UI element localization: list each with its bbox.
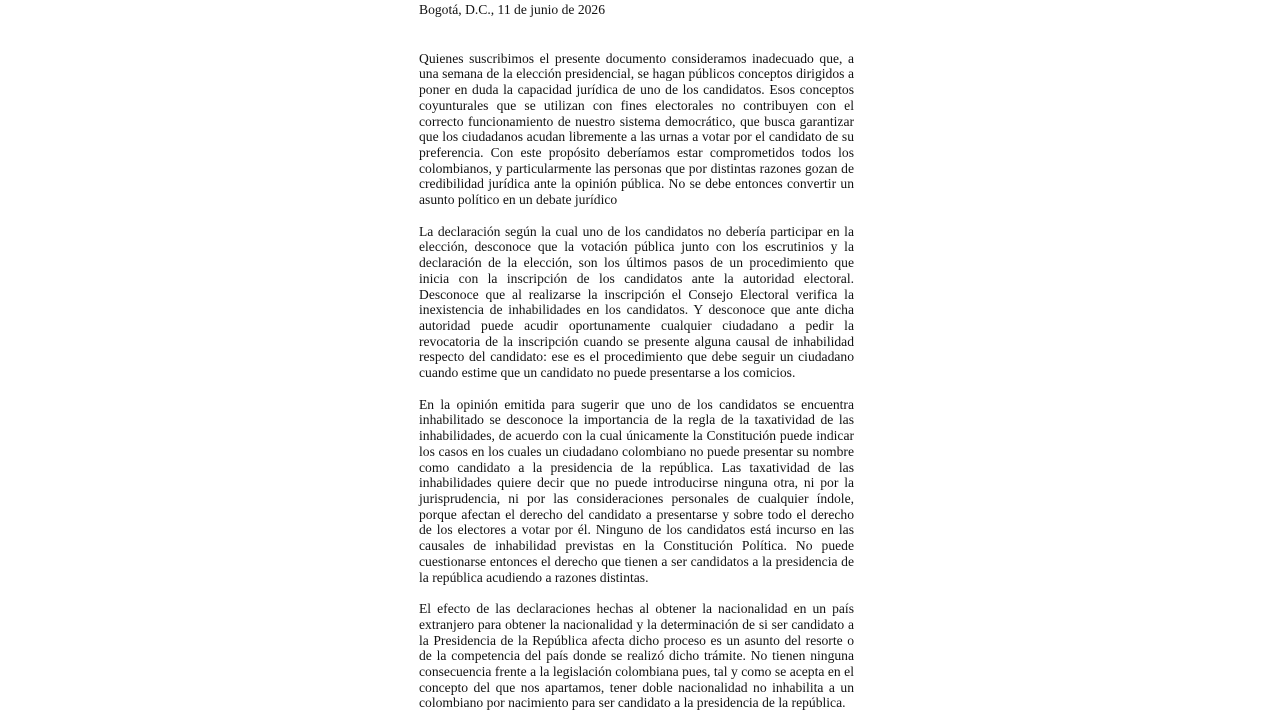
paragraph-4: El efecto de las declaraciones hechas al obtener la nacionalidad en un país extranjero para obtener la nacionalidad y la determinación de si ser candidato a la Presidencia de la República afecta dicho proceso es un asunto del resorte o de la competencia del país donde se realizó dicho trámite. No tienen ninguna consecuencia frente a la legislación colombiana pues, tal y como se acepta en el concepto del que nos apartamos, tener doble nacionalidad no inhabilita a un colombiano por nacimiento para ser candidato a la presidencia de la república. bbox=[419, 601, 854, 711]
paragraph-3: En la opinión emitida para sugerir que uno de los candidatos se encuentra inhabilitado se desconoce la importancia de la regla de la taxatividad de las inhabilidades, de acuerdo con la cual únicamente la Constitución puede indicar los casos en los cuales un ciudadano colombiano no puede presentar su nombre como candidato a la presidencia de la república. Las taxatividad de las inhabilidades quiere decir que no puede introducirse ninguna otra, ni por la jurisprudencia, ni por las consideraciones personales de cualquier índole, porque afectan el derecho del candidato a presentarse y sobre todo el derecho de los electores a votar por él. Ninguno de los candidatos está incurso en las causales de inhabilidad previstas en la Constitución Política. No puede cuestionarse entonces el derecho que tienen a ser candidatos a la presidencia de la república acudiendo a razones distintas. bbox=[419, 396, 854, 585]
paragraph-1: Quienes suscribimos el presente documento consideramos inadecuado que, a una semana de la elección presidencial, se hagan públicos conceptos dirigidos a poner en duda la capacidad jurídica de uno de los candidatos. Esos conceptos coyunturales que se utilizan con fines electorales no contribuyen con el correcto funcionamiento de nuestro sistema democrático, que busca garantizar que los ciudadanos acudan libremente a las urnas a votar por el candidato de su preferencia. Con este propósito deberíamos estar comprometidos todos los colombianos, y particularmente las personas que por distintas razones gozan de credibilidad jurídica ante la opinión pública. No se debe entonces convertir un asunto político en un debate jurídico bbox=[419, 50, 854, 208]
dateline: Bogotá, D.C., 11 de junio de 2026 bbox=[419, 2, 606, 17]
paragraph-2: La declaración según la cual uno de los candidatos no debería participar en la elección, desconoce que la votación pública junto con los escrutinios y la declaración de la elección, son los últimos pasos de un procedimiento que inicia con la inscripción de los candidatos ante la autoridad electoral. Desconoce que al realizarse la inscripción el Consejo Electoral verifica la inexistencia de inhabilidades en los candidatos. Y desconoce que ante dicha autoridad puede acudir oportunamente cualquier ciudadano a pedir la revocatoria de la inscripción cuando se presente alguna causal de inhabilidad respecto del candidato: ese es el procedimiento que debe seguir un ciudadano cuando estime que un candidato no puede presentarse a los comicios. bbox=[419, 223, 854, 381]
document-body bbox=[419, 2, 854, 711]
